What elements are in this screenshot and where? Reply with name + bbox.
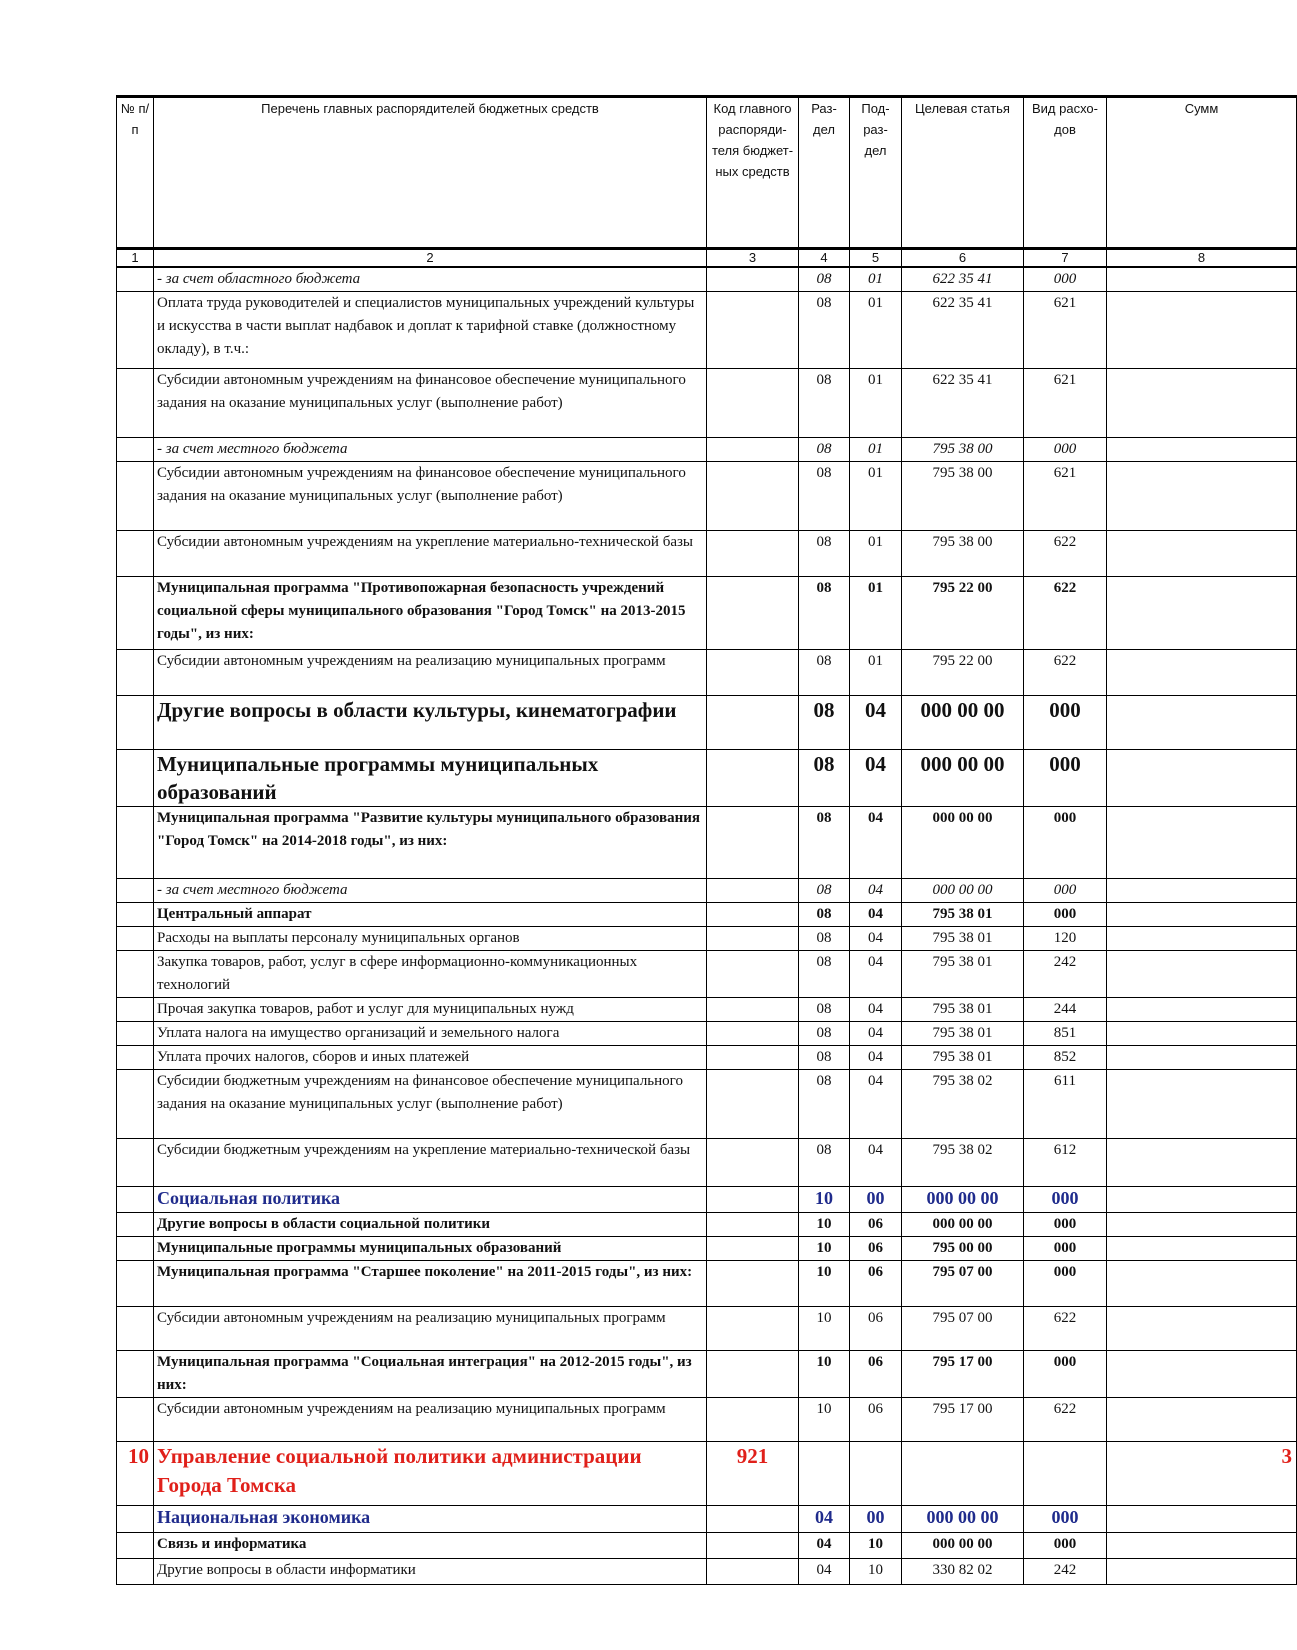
row-razdel: 08 xyxy=(799,879,850,903)
column-number: 6 xyxy=(902,249,1024,268)
row-vid: 622 xyxy=(1024,577,1107,650)
row-number xyxy=(117,1307,154,1351)
row-podrazdel: 04 xyxy=(850,1139,902,1187)
row-number xyxy=(117,267,154,292)
table-row xyxy=(117,1307,1297,1351)
table-row xyxy=(117,998,1297,1022)
row-razdel: 08 xyxy=(799,531,850,577)
row-razdel: 08 xyxy=(799,1046,850,1070)
row-number xyxy=(117,1261,154,1307)
row-code xyxy=(707,1307,799,1351)
row-podrazdel: 06 xyxy=(850,1351,902,1398)
row-number xyxy=(117,903,154,927)
column-number: 2 xyxy=(154,249,707,268)
row-name: Другие вопросы в области социальной политики xyxy=(154,1213,707,1237)
row-sum xyxy=(1107,650,1297,696)
table-row xyxy=(117,1398,1297,1442)
row-name: Муниципальная программа "Развитие культуры муниципального образования "Город Томск" на 2014-2018 годы", из них: xyxy=(154,807,707,879)
row-code xyxy=(707,1139,799,1187)
row-number xyxy=(117,438,154,462)
row-sum xyxy=(1107,696,1297,750)
row-statya: 622 35 41 xyxy=(902,267,1024,292)
row-podrazdel: 01 xyxy=(850,650,902,696)
row-code xyxy=(707,1506,799,1533)
row-sum xyxy=(1107,1022,1297,1046)
row-statya: 795 38 00 xyxy=(902,531,1024,577)
row-razdel: 08 xyxy=(799,951,850,998)
table-row xyxy=(117,1070,1297,1139)
row-name: Субсидии автономным учреждениям на финансовое обеспечение муниципального задания на оказание муниципальных услуг (выполнение работ) xyxy=(154,462,707,531)
row-sum xyxy=(1107,1533,1297,1559)
row-razdel: 08 xyxy=(799,807,850,879)
row-statya: 795 38 01 xyxy=(902,998,1024,1022)
row-podrazdel: 04 xyxy=(850,807,902,879)
row-statya: 000 00 00 xyxy=(902,1213,1024,1237)
row-statya: 795 17 00 xyxy=(902,1398,1024,1442)
row-vid: 612 xyxy=(1024,1139,1107,1187)
table-row xyxy=(117,1559,1297,1585)
row-razdel: 10 xyxy=(799,1237,850,1261)
row-code xyxy=(707,1213,799,1237)
row-name: Управление социальной политики администрации Города Томска xyxy=(154,1442,707,1506)
row-statya xyxy=(902,1442,1024,1506)
row-vid: 621 xyxy=(1024,462,1107,531)
row-number xyxy=(117,1559,154,1585)
row-name: Муниципальная программа "Социальная интеграция" на 2012-2015 годы", из них: xyxy=(154,1351,707,1398)
row-vid: 000 xyxy=(1024,696,1107,750)
row-name: Другие вопросы в области культуры, кинематографии xyxy=(154,696,707,750)
row-number xyxy=(117,1139,154,1187)
row-razdel: 08 xyxy=(799,650,850,696)
row-statya: 795 38 00 xyxy=(902,438,1024,462)
row-number xyxy=(117,750,154,807)
row-razdel: 08 xyxy=(799,369,850,438)
header-razdel: Раз-дел xyxy=(799,97,850,249)
row-razdel: 08 xyxy=(799,696,850,750)
row-code xyxy=(707,462,799,531)
row-podrazdel: 04 xyxy=(850,750,902,807)
row-vid xyxy=(1024,1442,1107,1506)
row-statya: 000 00 00 xyxy=(902,696,1024,750)
row-vid: 000 xyxy=(1024,1261,1107,1307)
row-statya: 795 38 01 xyxy=(902,903,1024,927)
row-code xyxy=(707,369,799,438)
row-number xyxy=(117,879,154,903)
row-name: Оплата труда руководителей и специалистов муниципальных учреждений культуры и искусства в части выплат надбавок и доплат к тарифной ставке (должностному окладу), в т.ч.: xyxy=(154,292,707,369)
row-sum xyxy=(1107,998,1297,1022)
row-podrazdel: 00 xyxy=(850,1187,902,1213)
table-row xyxy=(117,462,1297,531)
row-statya: 795 38 00 xyxy=(902,462,1024,531)
row-vid: 000 xyxy=(1024,903,1107,927)
table-row xyxy=(117,1187,1297,1213)
row-razdel: 08 xyxy=(799,998,850,1022)
row-statya: 330 82 02 xyxy=(902,1559,1024,1585)
table-row xyxy=(117,750,1297,807)
row-name: Субсидии автономным учреждениям на реализацию муниципальных программ xyxy=(154,1307,707,1351)
row-sum xyxy=(1107,927,1297,951)
row-podrazdel: 06 xyxy=(850,1398,902,1442)
row-code xyxy=(707,438,799,462)
row-name: Муниципальная программа "Старшее поколение" на 2011-2015 годы", из них: xyxy=(154,1261,707,1307)
column-number: 4 xyxy=(799,249,850,268)
header-name: Перечень главных распорядителей бюджетных средств xyxy=(154,97,707,249)
row-code xyxy=(707,531,799,577)
table-row xyxy=(117,369,1297,438)
row-code xyxy=(707,1261,799,1307)
row-razdel: 08 xyxy=(799,750,850,807)
row-vid: 120 xyxy=(1024,927,1107,951)
row-number xyxy=(117,1213,154,1237)
row-razdel: 08 xyxy=(799,1022,850,1046)
row-number xyxy=(117,369,154,438)
header-code: Код главного распоряди-теля бюджет-ных средств xyxy=(707,97,799,249)
row-vid: 622 xyxy=(1024,531,1107,577)
row-name: Другие вопросы в области информатики xyxy=(154,1559,707,1585)
row-statya: 795 22 00 xyxy=(902,577,1024,650)
row-name: Закупка товаров, работ, услуг в сфере информационно-коммуникационных технологий xyxy=(154,951,707,998)
column-number-row xyxy=(117,249,1297,268)
row-statya: 000 00 00 xyxy=(902,750,1024,807)
row-name: Субсидии автономным учреждениям на финансовое обеспечение муниципального задания на оказание муниципальных услуг (выполнение работ) xyxy=(154,369,707,438)
row-sum xyxy=(1107,1398,1297,1442)
row-sum xyxy=(1107,1046,1297,1070)
row-vid: 851 xyxy=(1024,1022,1107,1046)
table-row xyxy=(117,531,1297,577)
row-podrazdel: 04 xyxy=(850,1070,902,1139)
table-row xyxy=(117,696,1297,750)
row-code xyxy=(707,1351,799,1398)
row-number xyxy=(117,1046,154,1070)
row-sum xyxy=(1107,577,1297,650)
row-sum xyxy=(1107,292,1297,369)
row-podrazdel: 06 xyxy=(850,1307,902,1351)
table-row xyxy=(117,1442,1297,1506)
row-code xyxy=(707,807,799,879)
row-razdel: 04 xyxy=(799,1533,850,1559)
row-razdel xyxy=(799,1442,850,1506)
row-name: Связь и информатика xyxy=(154,1533,707,1559)
row-number xyxy=(117,1506,154,1533)
row-statya: 795 38 02 xyxy=(902,1139,1024,1187)
row-name: Уплата прочих налогов, сборов и иных платежей xyxy=(154,1046,707,1070)
table-row xyxy=(117,1213,1297,1237)
row-vid: 852 xyxy=(1024,1046,1107,1070)
table-row xyxy=(117,903,1297,927)
row-sum xyxy=(1107,903,1297,927)
row-vid: 622 xyxy=(1024,1307,1107,1351)
row-code xyxy=(707,267,799,292)
row-razdel: 10 xyxy=(799,1261,850,1307)
row-vid: 000 xyxy=(1024,1237,1107,1261)
budget-table xyxy=(116,95,1297,1585)
row-code xyxy=(707,927,799,951)
row-number xyxy=(117,292,154,369)
row-name: Субсидии автономным учреждениям на реализацию муниципальных программ xyxy=(154,1398,707,1442)
row-number xyxy=(117,1398,154,1442)
table-row xyxy=(117,951,1297,998)
row-code xyxy=(707,1022,799,1046)
row-code xyxy=(707,879,799,903)
row-statya: 795 07 00 xyxy=(902,1261,1024,1307)
row-sum xyxy=(1107,879,1297,903)
header-sum: Сумм xyxy=(1107,97,1297,249)
row-statya: 000 00 00 xyxy=(902,1506,1024,1533)
row-code xyxy=(707,1070,799,1139)
row-razdel: 08 xyxy=(799,292,850,369)
row-vid: 000 xyxy=(1024,1533,1107,1559)
row-podrazdel: 06 xyxy=(850,1213,902,1237)
row-code: 921 xyxy=(707,1442,799,1506)
row-name: Субсидии автономным учреждениям на реализацию муниципальных программ xyxy=(154,650,707,696)
row-vid: 611 xyxy=(1024,1070,1107,1139)
row-podrazdel: 10 xyxy=(850,1533,902,1559)
row-statya: 622 35 41 xyxy=(902,369,1024,438)
header-row xyxy=(117,97,1297,249)
header-vid: Вид расхо-дов xyxy=(1024,97,1107,249)
table-row xyxy=(117,807,1297,879)
row-code xyxy=(707,1559,799,1585)
row-sum xyxy=(1107,1559,1297,1585)
row-razdel: 08 xyxy=(799,267,850,292)
row-sum xyxy=(1107,951,1297,998)
row-code xyxy=(707,696,799,750)
row-sum xyxy=(1107,462,1297,531)
row-vid: 242 xyxy=(1024,1559,1107,1585)
row-code xyxy=(707,903,799,927)
row-vid: 622 xyxy=(1024,650,1107,696)
row-number xyxy=(117,1237,154,1261)
row-name: Национальная экономика xyxy=(154,1506,707,1533)
row-podrazdel: 04 xyxy=(850,998,902,1022)
column-number: 8 xyxy=(1107,249,1297,268)
row-name: Уплата налога на имущество организаций и земельного налога xyxy=(154,1022,707,1046)
row-name: Субсидии бюджетным учреждениям на финансовое обеспечение муниципального задания на оказание муниципальных услуг (выполнение работ) xyxy=(154,1070,707,1139)
header-statya: Целевая статья xyxy=(902,97,1024,249)
table-row xyxy=(117,927,1297,951)
row-number xyxy=(117,807,154,879)
row-vid: 621 xyxy=(1024,369,1107,438)
row-vid: 000 xyxy=(1024,1187,1107,1213)
row-vid: 242 xyxy=(1024,951,1107,998)
row-sum xyxy=(1107,1307,1297,1351)
row-vid: 000 xyxy=(1024,879,1107,903)
table-row xyxy=(117,292,1297,369)
table-row xyxy=(117,1237,1297,1261)
row-name: Центральный аппарат xyxy=(154,903,707,927)
row-razdel: 08 xyxy=(799,577,850,650)
row-razdel: 08 xyxy=(799,462,850,531)
row-statya: 622 35 41 xyxy=(902,292,1024,369)
row-sum xyxy=(1107,1139,1297,1187)
header-num: № п/п xyxy=(117,97,154,249)
row-number xyxy=(117,462,154,531)
row-sum xyxy=(1107,1187,1297,1213)
row-code xyxy=(707,998,799,1022)
row-razdel: 04 xyxy=(799,1506,850,1533)
row-number xyxy=(117,951,154,998)
table-row xyxy=(117,1046,1297,1070)
row-podrazdel: 01 xyxy=(850,267,902,292)
row-statya: 795 38 02 xyxy=(902,1070,1024,1139)
row-razdel: 08 xyxy=(799,1139,850,1187)
row-podrazdel: 06 xyxy=(850,1261,902,1307)
row-vid: 000 xyxy=(1024,1351,1107,1398)
table-row xyxy=(117,577,1297,650)
row-podrazdel: 04 xyxy=(850,903,902,927)
row-statya: 795 00 00 xyxy=(902,1237,1024,1261)
row-sum xyxy=(1107,438,1297,462)
table-row xyxy=(117,1139,1297,1187)
row-statya: 795 07 00 xyxy=(902,1307,1024,1351)
row-code xyxy=(707,1187,799,1213)
column-number: 3 xyxy=(707,249,799,268)
row-code xyxy=(707,1398,799,1442)
row-razdel: 08 xyxy=(799,438,850,462)
row-sum xyxy=(1107,531,1297,577)
table-row xyxy=(117,1261,1297,1307)
row-code xyxy=(707,1046,799,1070)
row-podrazdel: 04 xyxy=(850,927,902,951)
row-code xyxy=(707,1237,799,1261)
row-statya: 795 38 01 xyxy=(902,927,1024,951)
row-name: Муниципальная программа "Противопожарная безопасность учреждений социальной сферы муниципального образования "Город Томск" на 2013-2015 годы", из них: xyxy=(154,577,707,650)
row-podrazdel: 01 xyxy=(850,462,902,531)
row-number xyxy=(117,998,154,1022)
row-podrazdel: 06 xyxy=(850,1237,902,1261)
row-statya: 000 00 00 xyxy=(902,807,1024,879)
table-row xyxy=(117,1533,1297,1559)
row-statya: 000 00 00 xyxy=(902,1533,1024,1559)
row-sum xyxy=(1107,1351,1297,1398)
table-row xyxy=(117,650,1297,696)
row-name: Прочая закупка товаров, работ и услуг для муниципальных нужд xyxy=(154,998,707,1022)
row-sum xyxy=(1107,1506,1297,1533)
row-razdel: 10 xyxy=(799,1307,850,1351)
row-number xyxy=(117,1187,154,1213)
row-razdel: 10 xyxy=(799,1187,850,1213)
table-row xyxy=(117,1351,1297,1398)
row-podrazdel: 01 xyxy=(850,369,902,438)
row-sum xyxy=(1107,369,1297,438)
column-number: 7 xyxy=(1024,249,1107,268)
row-razdel: 10 xyxy=(799,1213,850,1237)
row-vid: 622 xyxy=(1024,1398,1107,1442)
table-row xyxy=(117,1506,1297,1533)
row-razdel: 10 xyxy=(799,1351,850,1398)
row-name: Субсидии автономным учреждениям на укрепление материально-технической базы xyxy=(154,531,707,577)
row-code xyxy=(707,650,799,696)
row-razdel: 08 xyxy=(799,903,850,927)
row-razdel: 08 xyxy=(799,927,850,951)
row-podrazdel: 01 xyxy=(850,531,902,577)
row-vid: 244 xyxy=(1024,998,1107,1022)
row-number xyxy=(117,531,154,577)
row-razdel: 10 xyxy=(799,1398,850,1442)
row-name: Муниципальные программы муниципальных образований xyxy=(154,1237,707,1261)
row-podrazdel: 04 xyxy=(850,879,902,903)
row-number xyxy=(117,1070,154,1139)
row-name: - за счет местного бюджета xyxy=(154,438,707,462)
row-number xyxy=(117,577,154,650)
row-sum xyxy=(1107,1070,1297,1139)
row-sum xyxy=(1107,1237,1297,1261)
row-name: Субсидии бюджетным учреждениям на укрепление материально-технической базы xyxy=(154,1139,707,1187)
row-name: Муниципальные программы муниципальных образований xyxy=(154,750,707,807)
row-name: Социальная политика xyxy=(154,1187,707,1213)
row-sum xyxy=(1107,1261,1297,1307)
row-statya: 795 38 01 xyxy=(902,1046,1024,1070)
row-vid: 000 xyxy=(1024,807,1107,879)
row-vid: 000 xyxy=(1024,267,1107,292)
row-name: - за счет местного бюджета xyxy=(154,879,707,903)
row-podrazdel xyxy=(850,1442,902,1506)
row-podrazdel: 04 xyxy=(850,1046,902,1070)
table-row xyxy=(117,879,1297,903)
row-razdel: 08 xyxy=(799,1070,850,1139)
row-vid: 621 xyxy=(1024,292,1107,369)
row-podrazdel: 00 xyxy=(850,1506,902,1533)
row-number xyxy=(117,650,154,696)
header-podrazdel: Под-раз-дел xyxy=(850,97,902,249)
column-number: 5 xyxy=(850,249,902,268)
row-name: Расходы на выплаты персоналу муниципальных органов xyxy=(154,927,707,951)
row-code xyxy=(707,292,799,369)
row-vid: 000 xyxy=(1024,750,1107,807)
row-statya: 000 00 00 xyxy=(902,1187,1024,1213)
row-podrazdel: 01 xyxy=(850,577,902,650)
row-podrazdel: 01 xyxy=(850,438,902,462)
row-number xyxy=(117,1022,154,1046)
row-number xyxy=(117,1533,154,1559)
row-statya: 000 00 00 xyxy=(902,879,1024,903)
row-name: - за счет областного бюджета xyxy=(154,267,707,292)
row-sum: 3 xyxy=(1107,1442,1297,1506)
row-number xyxy=(117,1351,154,1398)
row-code xyxy=(707,951,799,998)
row-vid: 000 xyxy=(1024,1506,1107,1533)
row-podrazdel: 04 xyxy=(850,951,902,998)
row-vid: 000 xyxy=(1024,438,1107,462)
table-row xyxy=(117,438,1297,462)
row-vid: 000 xyxy=(1024,1213,1107,1237)
row-code xyxy=(707,577,799,650)
table-row xyxy=(117,1022,1297,1046)
row-number xyxy=(117,927,154,951)
row-code xyxy=(707,1533,799,1559)
table-row xyxy=(117,267,1297,292)
row-number: 10 xyxy=(117,1442,154,1506)
row-statya: 795 38 01 xyxy=(902,951,1024,998)
row-podrazdel: 10 xyxy=(850,1559,902,1585)
row-sum xyxy=(1107,750,1297,807)
row-number xyxy=(117,696,154,750)
budget-sheet xyxy=(116,95,1292,1585)
row-statya: 795 38 01 xyxy=(902,1022,1024,1046)
row-sum xyxy=(1107,1213,1297,1237)
row-code xyxy=(707,750,799,807)
row-sum xyxy=(1107,267,1297,292)
row-sum xyxy=(1107,807,1297,879)
row-podrazdel: 04 xyxy=(850,1022,902,1046)
column-number: 1 xyxy=(117,249,154,268)
row-statya: 795 22 00 xyxy=(902,650,1024,696)
row-razdel: 04 xyxy=(799,1559,850,1585)
row-podrazdel: 04 xyxy=(850,696,902,750)
row-podrazdel: 01 xyxy=(850,292,902,369)
row-statya: 795 17 00 xyxy=(902,1351,1024,1398)
